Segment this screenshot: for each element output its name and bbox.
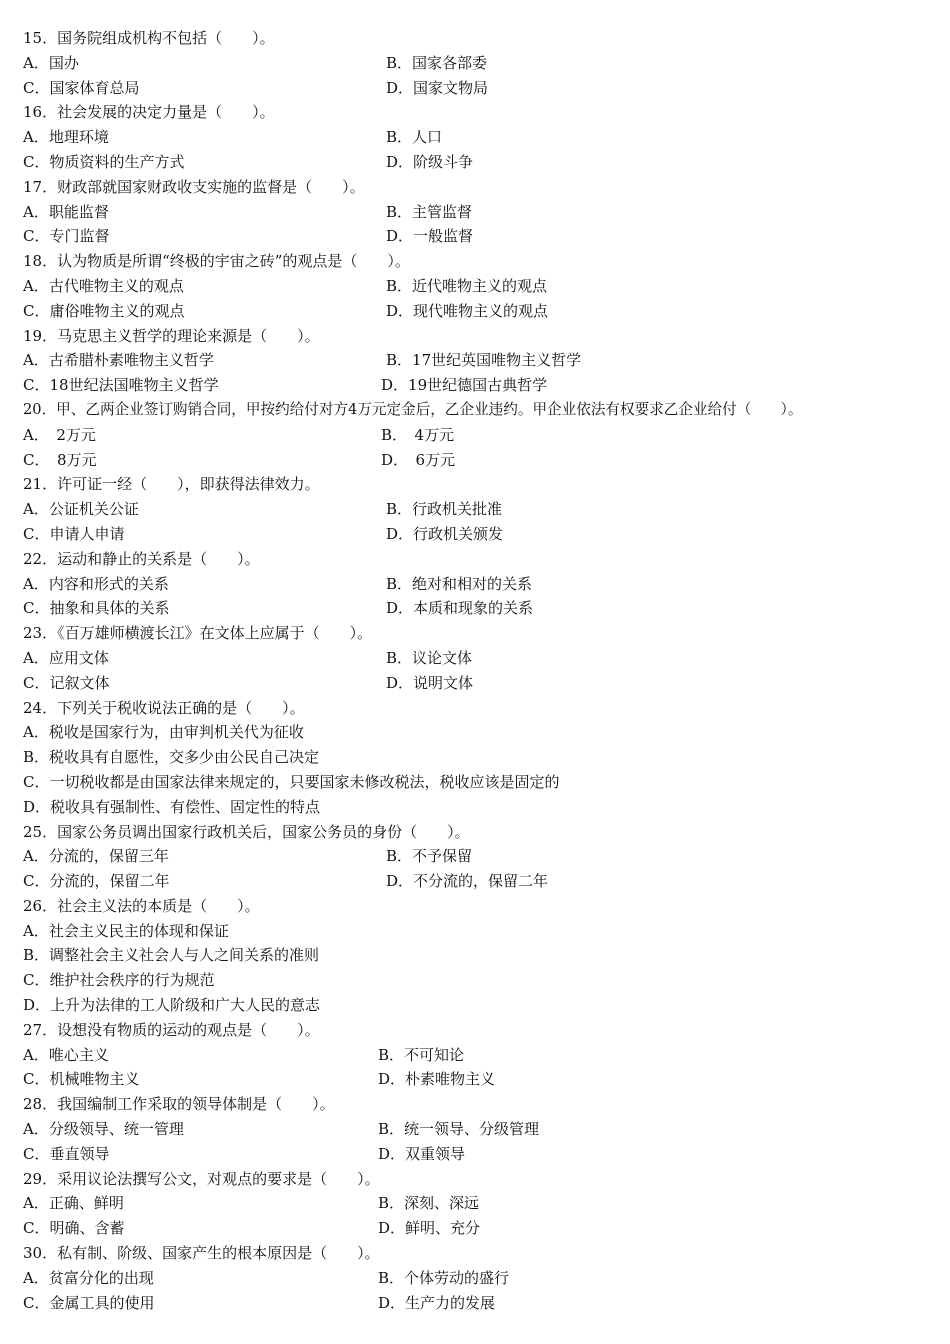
option-row	[0, 224, 950, 249]
option-c: C．一切税收都是由国家法律来规定的，只要国家未修改税法，税收应该是固定的	[23, 772, 560, 791]
question-stem: 20．甲、乙两企业签订购销合同，甲按约给付对方4万元定金后，乙企业违约。甲企业依法有权要求乙企业给付（ ）。	[23, 400, 803, 418]
option-row	[0, 522, 950, 547]
option-row	[0, 993, 950, 1018]
option-b: B．主管监督	[386, 202, 473, 221]
option-a: A．古希腊朴素唯物主义哲学	[23, 351, 214, 370]
option-c: C．分流的，保留二年	[23, 872, 170, 891]
option-row	[0, 1043, 950, 1068]
question-stem: 29．采用议论法撰写公文，对观点的要求是（ ）。	[23, 1169, 380, 1188]
option-a: A．分流的，保留三年	[23, 847, 169, 866]
option-row	[0, 348, 950, 373]
option-c: C．记叙文体	[23, 673, 110, 692]
option-d: D．19世纪德国古典哲学	[381, 376, 548, 395]
question-30	[0, 1241, 950, 1266]
option-d: D．现代唯物主义的观点	[386, 301, 549, 320]
option-a: A．内容和形式的关系	[23, 574, 169, 593]
option-d: D．行政机关颁发	[386, 524, 504, 543]
option-b: B．统一领导、分级管理	[378, 1120, 540, 1139]
option-row	[0, 1216, 950, 1241]
question-24	[0, 696, 950, 721]
option-b: B．近代唯物主义的观点	[386, 276, 548, 295]
question-16	[0, 100, 950, 125]
option-a: A． 2万元	[23, 425, 96, 444]
question-stem: 15．国务院组成机构不包括（ ）。	[23, 29, 275, 47]
option-row	[0, 1291, 950, 1316]
question-stem: 17．财政部就国家财政收支实施的监督是（ ）。	[23, 177, 365, 196]
option-d: D．双重领导	[378, 1144, 466, 1163]
option-b: B．税收具有自愿性，交多少由公民自己决定	[23, 748, 320, 767]
option-row	[0, 423, 950, 448]
option-row	[0, 596, 950, 621]
question-17	[0, 175, 950, 200]
option-c: C． 8万元	[23, 450, 97, 469]
option-b: B．绝对和相对的关系	[386, 574, 533, 593]
question-stem: 22．运动和静止的关系是（ ）。	[23, 549, 260, 568]
option-b: B．不可知论	[378, 1045, 465, 1064]
option-c: C．庸俗唯物主义的观点	[23, 301, 185, 320]
option-a: A．贫富分化的出现	[23, 1268, 154, 1287]
option-a: A．应用文体	[23, 648, 109, 667]
option-b: B．人口	[386, 128, 443, 147]
option-d: D．本质和现象的关系	[386, 599, 534, 618]
question-20	[0, 398, 950, 423]
option-row	[0, 770, 950, 795]
option-c: C．明确、含蓄	[23, 1219, 125, 1238]
question-28	[0, 1092, 950, 1117]
option-a: A．国办	[23, 53, 79, 72]
option-row	[0, 795, 950, 820]
question-25	[0, 820, 950, 845]
option-d: D．阶级斗争	[386, 152, 474, 171]
option-a: A．公证机关公证	[23, 500, 139, 519]
option-row	[0, 274, 950, 299]
question-15	[0, 26, 950, 51]
option-c: C．金属工具的使用	[23, 1293, 155, 1312]
option-d: D．上升为法律的工人阶级和广大人民的意志	[23, 996, 321, 1015]
option-d: D．税收具有强制性、有偿性、固定性的特点	[23, 797, 321, 816]
question-stem: 30．私有制、阶级、国家产生的根本原因是（ ）。	[23, 1244, 380, 1263]
question-29	[0, 1167, 950, 1192]
option-row	[0, 200, 950, 225]
option-a: A．地理环境	[23, 128, 109, 147]
option-b: B．不予保留	[386, 847, 473, 866]
question-stem: 28．我国编制工作采取的领导体制是（ ）。	[23, 1095, 335, 1114]
option-d: D．朴素唯物主义	[378, 1070, 496, 1089]
question-stem: 21．许可证一经（ ），即获得法律效力。	[23, 475, 320, 494]
option-row	[0, 299, 950, 324]
option-row	[0, 150, 950, 175]
option-c: C．机械唯物主义	[23, 1070, 140, 1089]
question-21	[0, 472, 950, 497]
option-row	[0, 919, 950, 944]
option-row	[0, 497, 950, 522]
option-d: D． 6万元	[381, 450, 456, 469]
question-19	[0, 324, 950, 349]
option-row	[0, 51, 950, 76]
option-c: C．物质资料的生产方式	[23, 152, 185, 171]
question-stem: 16．社会发展的决定力量是（ ）。	[23, 103, 275, 122]
option-b: B．17世纪英国唯物主义哲学	[386, 351, 582, 370]
option-a: A．社会主义民主的体现和保证	[23, 921, 229, 940]
option-b: B．调整社会主义社会人与人之间关系的准则	[23, 946, 320, 965]
question-23	[0, 621, 950, 646]
option-d: D．说明文体	[386, 673, 474, 692]
option-a: A．职能监督	[23, 202, 109, 221]
question-26	[0, 894, 950, 919]
question-stem: 26．社会主义法的本质是（ ）。	[23, 896, 260, 915]
option-row	[0, 1191, 950, 1216]
option-b: B．行政机关批准	[386, 500, 503, 519]
option-row	[0, 968, 950, 993]
option-row	[0, 1067, 950, 1092]
option-row	[0, 943, 950, 968]
option-row	[0, 646, 950, 671]
option-row	[0, 844, 950, 869]
option-c: C．垂直领导	[23, 1144, 110, 1163]
question-27	[0, 1018, 950, 1043]
question-22	[0, 547, 950, 572]
question-stem: 27．设想没有物质的运动的观点是（ ）。	[23, 1020, 320, 1039]
question-stem: 25．国家公务员调出国家行政机关后，国家公务员的身份（ ）。	[23, 822, 470, 841]
option-c: C．专门监督	[23, 227, 110, 246]
question-stem: 23．《百万雄师横渡长江》在文体上应属于（ ）。	[23, 624, 373, 643]
option-row	[0, 869, 950, 894]
option-b: B．国家各部委	[386, 53, 488, 72]
question-stem: 24．下列关于税收说法正确的是（ ）。	[23, 698, 305, 717]
option-b: B．个体劳动的盛行	[378, 1268, 510, 1287]
option-a: A．唯心主义	[23, 1045, 109, 1064]
option-c: C．维护社会秩序的行为规范	[23, 971, 215, 990]
option-d: D．鲜明、充分	[378, 1219, 481, 1238]
option-c: C．申请人申请	[23, 524, 125, 543]
option-a: A．正确、鲜明	[23, 1194, 124, 1213]
option-a: A．古代唯物主义的观点	[23, 276, 184, 295]
question-stem: 19．马克思主义哲学的理论来源是（ ）。	[23, 326, 320, 345]
option-c: C．国家体育总局	[23, 78, 140, 97]
option-row	[0, 76, 950, 101]
question-stem: 18．认为物质是所谓“终极的宇宙之砖”的观点是（ ）。	[23, 252, 410, 271]
option-a: A．分级领导、统一管理	[23, 1120, 184, 1139]
option-b: B． 4万元	[381, 425, 455, 444]
option-row	[0, 448, 950, 473]
option-a: A．税收是国家行为，由审判机关代为征收	[23, 723, 304, 742]
option-row	[0, 1142, 950, 1167]
option-d: D．生产力的发展	[378, 1293, 496, 1312]
option-c: C．18世纪法国唯物主义哲学	[23, 376, 219, 395]
option-row	[0, 671, 950, 696]
option-row	[0, 745, 950, 770]
option-row	[0, 1266, 950, 1291]
option-b: B．议论文体	[386, 648, 473, 667]
option-row	[0, 572, 950, 597]
option-row	[0, 373, 950, 398]
option-d: D．不分流的，保留二年	[386, 872, 549, 891]
option-d: D．一般监督	[386, 227, 474, 246]
option-b: B．深刻、深远	[378, 1194, 480, 1213]
question-18	[0, 249, 950, 274]
option-c: C．抽象和具体的关系	[23, 599, 170, 618]
option-row	[0, 720, 950, 745]
option-d: D．国家文物局	[386, 78, 489, 97]
option-row	[0, 1117, 950, 1142]
option-row	[0, 125, 950, 150]
